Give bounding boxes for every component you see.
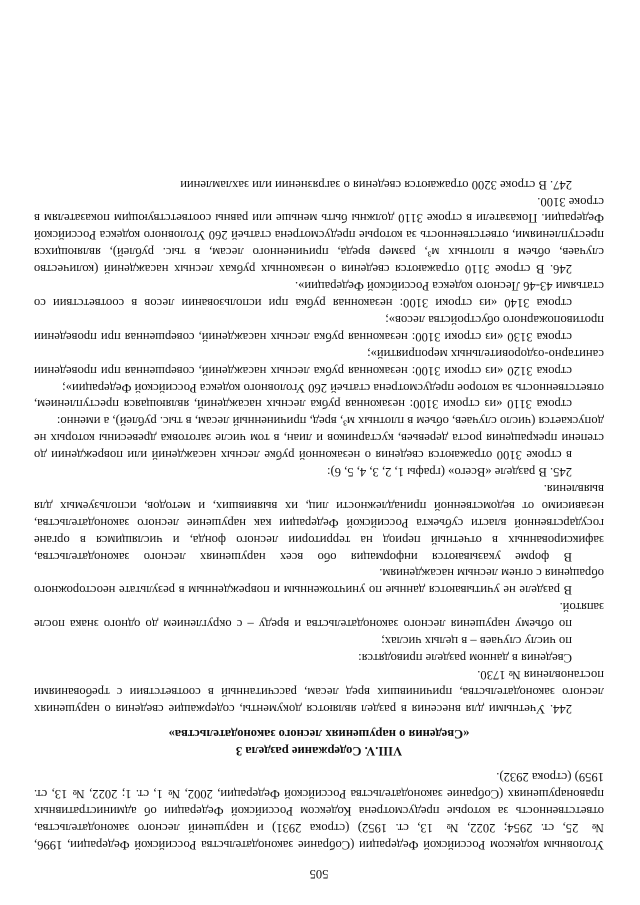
paragraph-info-intro: Сведения в данном разделе приводятся:: [358, 651, 572, 666]
paragraph-245: 245. В разделе «Всего» (графы 1, 2, 3, 4, 5, 6):: [327, 465, 572, 480]
paragraph-row-3120: строка 3120 «из строки 3100: незаконная рубка лесных насаждений, совершенная при проведении санитарно-оздоровительных мероприятий»;: [34, 346, 604, 378]
paragraph-246: 246. В строке 3110 отражаются сведения о незаконных рубках лесных насаждений (количество случаев, объем в плотных м³, размер вреда, причиненного лесам, в тыс. рублей), являющихся преступлениями, ответственность за которые предусмотрена статьей 260 Уголовного кодекса Российской Федерации. Показатели в строке 3110 должны быть меньше или равны соответствующим показателям в строке 3100.: [34, 194, 604, 277]
paragraph-row-3100: в строке 3100 отражаются сведения о незаконной рубке лесных насаждений или повреждении до степени прекращения роста деревьев, кустарников и лиан, в том числе заготовка древесины которых не допускается (число случаев, объем в плотных м³, вред, причиненный лесам, в тыс. рублей), а именно:: [34, 414, 604, 463]
paragraph-244: 244. Учетными для внесения в раздел являются документы, содержащие сведения о нарушениях лесного законодательства, причинивших вред лесам, рассчитанный в соответствии с требованиями постановления № 1730.: [34, 667, 604, 716]
paragraph-row-3130: строка 3130 «из строки 3100: незаконная рубка лесных насаждений, совершенная при проведении противопожарного обустройства лесов»;: [34, 312, 604, 344]
paragraph-cases: по числу случаев – в целых числах;: [381, 634, 572, 649]
page-number: 505: [309, 867, 329, 881]
section-heading: VIII.V. Содержание раздела 3: [235, 743, 403, 758]
paragraph-247: 247. В строке 3200 отражаются сведения о загрязнении или захламлении: [180, 177, 572, 192]
intro-paragraph: Уголовным кодексом Российской Федерации (Собрание законодательства Российской Федерации, 1996, № 25, ст. 2954; 2022, № 13, ст. 1952) (строка 2931) и нарушений лесного законодательства, ответственность за которые предусмотрена Кодексом Российской Федерации об административных правонарушениях (Собрание законодательства Российской Федерации, 2002, № 1, ст. 1; 2022, № 13, ст. 1959) (строка 2932).: [34, 770, 604, 853]
paragraph-row-3110: строка 3110 «из строки 3100: незаконная рубка лесных насаждений, являющаяся преступлением, ответственность за которое предусмотрена статьей 260 Уголовного кодекса Российской Федерации»;: [34, 380, 604, 412]
paragraph-volume: по объему нарушения лесного законодательства и вреду – с округлением до одного знака после запятой.: [34, 600, 604, 632]
paragraph-scope: В форме указываются информация обо всех нарушениях лесного законодательства, зафиксированных в отчетный период на территории лесного фонда, и числящимся в органе государственной власти субъекта Российской Федерации как нарушение лесного законодательства, независимо от ведомственной принадлежности лиц, их выявивших, и методов, используемых для выявления.: [34, 481, 604, 564]
paragraph-row-3140: строка 3140 «из строки 3100: незаконная рубка при использовании лесов в соответствии со статьями 43-46 Лесного кодекса Российской Федерации».: [34, 279, 604, 310]
section-subheading: «Сведения о нарушениях лесного законодательства»: [168, 726, 470, 741]
paragraph-exclusions: В разделе не учитываются данные по уничтоженным и поврежденным в результате неосторожного обращения с огнем лесным насаждениям.: [34, 566, 604, 598]
page-content: [34, 22, 604, 882]
